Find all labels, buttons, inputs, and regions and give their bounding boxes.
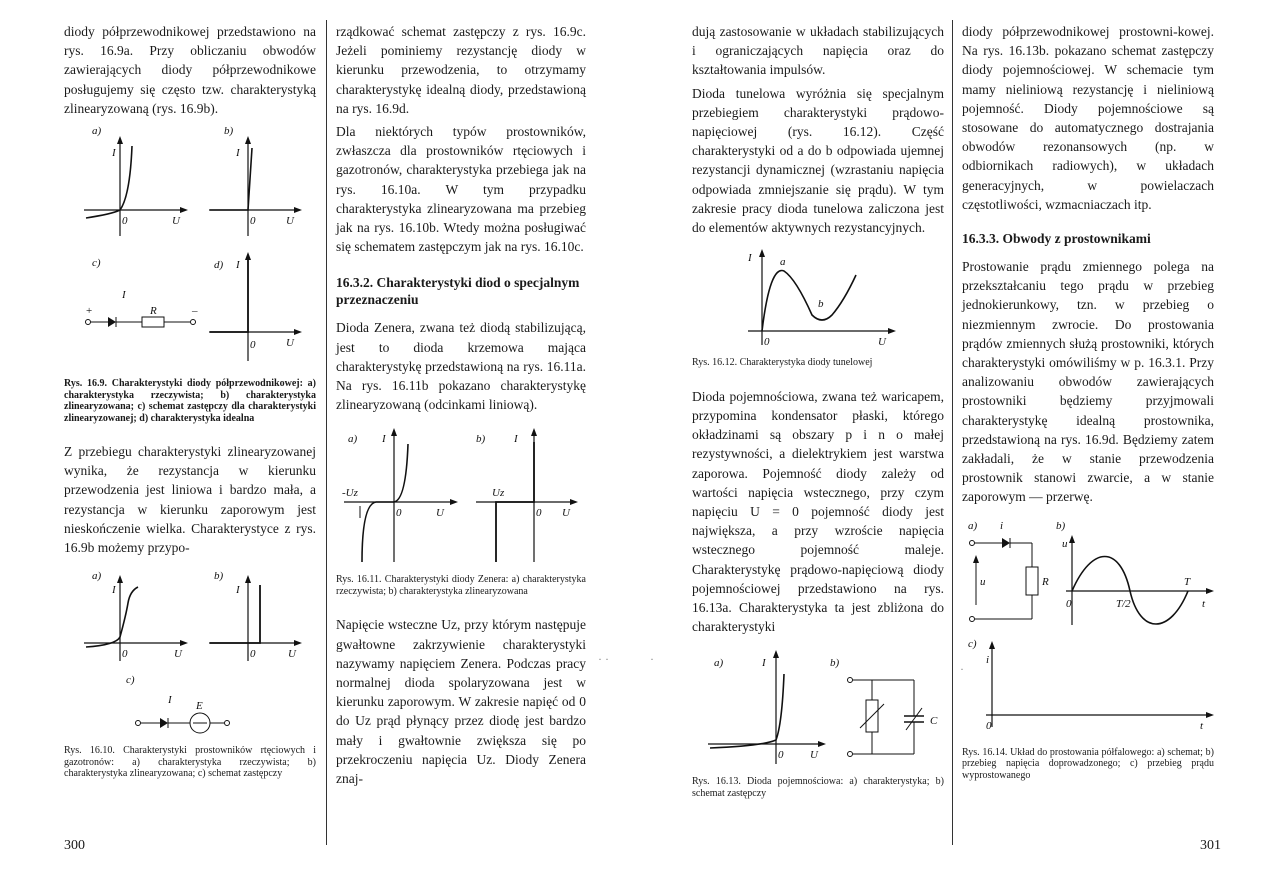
fig14-resistor-label: R — [1042, 575, 1049, 588]
fig10-caption: Rys. 16.10. Charakterystyki prostowników rtęciowych i gazotronów: a) charakterystyka rzeczywista; b) charakterystyka zlinearyzowana; c) schemat zastępczy — [64, 745, 316, 780]
fig14-axis-i: i — [986, 653, 990, 666]
fig13-caption: Rys. 16.13. Dioda pojemnościowa: a) charakterystyka; b) schemat zastępczy — [692, 776, 944, 799]
fig12-axis-u: U — [878, 336, 886, 349]
fig11-axis-i-b: I — [514, 433, 518, 446]
column-3 — [692, 22, 944, 803]
fig9-origin-d: 0 — [250, 339, 256, 352]
fig11-origin-b: 0 — [536, 507, 542, 520]
fig11-axis-i-a: I — [382, 433, 386, 446]
col3-paragraph-3: Dioda pojemnościowa, zwana też waricapem, przypomina kondensator płaski, którego okładzinami są obszary p i n o małej rezystywności, a dielektrykiem jest warstwa zaporowa. Pojemność diody zależy od wartości napięcia wstecznego, przy czym napięciu U = 0 pojemność diody jest największa, a przy wzroście napięcia wstecznego pojemność maleje. Charakterystykę prądowo-napięciową diody pojemnościowej przedstawiono na rys. 16.13a. Charakterystyka ta jest zbliżona do charakterystyki — [692, 388, 944, 635]
fig9-axis-i-a: I — [112, 147, 116, 160]
fig11-caption: Rys. 16.11. Charakterystyki diody Zenera: a) charakterystyka rzeczywista; b) charakterystyka zlinearyzowana — [336, 574, 586, 597]
fig9-axis-i-d: I — [236, 259, 240, 272]
fig10-origin-b: 0 — [250, 648, 256, 661]
fig14-label-c: c) — [968, 637, 977, 650]
col3-paragraph-2: Dioda tunelowa wyróżnia się specjalnym przebiegiem charakterystyki prądowo-napięciowej (rys. 16.12). Część charakterystyki od a do b odpowiada ujemnej rezystancji dynamicznej (wzrastaniu napięcia odpowiada zmniejszanie się prądu). W tym zakresie pracy dioda tunelowa zaliczona jest do elementów aktywnych rezystancyjnych. — [692, 85, 944, 236]
section-heading-16-3-3: 16.3.3. Obwody z prostownikami — [962, 231, 1151, 247]
col1-paragraph-1: diody półprzewodnikowej przedstawiono na rys. 16.9a. Przy obliczaniu obwodów zawierających diody półprzewodnikowe posługujemy się często tzw. charakterystyką zlinearyzowaną (rys. 16.9b). — [64, 24, 316, 116]
fig14-half-period: T/2 — [1116, 597, 1131, 610]
fig11-axis-u-a: U — [436, 507, 444, 520]
fig13-origin: 0 — [778, 749, 784, 762]
stray-mark-1: · · — [598, 652, 609, 666]
fig11-axis-u-b: U — [562, 507, 570, 520]
column-2 — [336, 22, 586, 792]
fig9-current-c: I — [122, 289, 126, 302]
fig10-current-c: I — [168, 694, 172, 707]
fig11-uz: Uz — [492, 487, 505, 500]
col2-paragraph-3: Dioda Zenera, zwana też diodą stabilizującą, jest to dioda krzemowa mająca charakterystykę przedstawioną na rys. 16.11a. Na rys. 16.11b pokazano charakterystykę zlinearyzowaną (odcinkami liniową). — [336, 320, 586, 413]
fig10-label-a: a) — [92, 570, 102, 583]
col1-paragraph-2: Z przebiegu charakterystyki zlinearyzowanej wynika, że rezystancja w kierunku przewodzenia jest liniowa i bardzo mała, a rezystancja w kierunku zaporowym jest nieskończenie wielka. Charakterystyce z rys. 16.9b możemy przypo- — [64, 444, 316, 556]
column-1 — [64, 22, 316, 784]
fig13-axis-u: U — [810, 749, 818, 762]
fig11-neg-uz: -Uz — [342, 487, 358, 500]
fig9-label-b: b) — [224, 126, 234, 138]
fig10-label-b: b) — [214, 570, 224, 583]
column-4 — [962, 22, 1214, 785]
fig14-voltage-a: u — [980, 575, 986, 588]
fig12-point-b: b — [818, 298, 824, 311]
fig9-origin-b: 0 — [250, 215, 256, 228]
fig9-minus: – — [192, 305, 198, 318]
figure-16-14 — [962, 515, 1214, 745]
column-rule-right — [952, 20, 953, 845]
fig11-origin-a: 0 — [396, 507, 402, 520]
fig10-origin-a: 0 — [122, 648, 128, 661]
fig9-axis-i-b: I — [236, 147, 240, 160]
col4-paragraph-1: diody półprzewodnikowej prostowni-kowej. Na rys. 16.13b. pokazano schemat zastępczy diody pojemnościowej. W schemacie tym mamy nieliniową rezystancję i nieliniową pojemność. Diody pojemnościowe są stosowane do automatycznego dostrajania obwodów rezonansowych (np. w odbiornikach radiowych), w układach generacyjnych, w powielaczach częstotliwości, wzmacniaczach itp. — [962, 24, 1214, 212]
fig10-label-c: c) — [126, 674, 135, 687]
fig10-axis-u-b: U — [288, 648, 296, 661]
fig14-label-b: b) — [1056, 519, 1066, 532]
fig14-axis-u: u — [1062, 537, 1068, 550]
fig13-capacitor-label: C — [930, 715, 938, 728]
col4-paragraph-2: Prostowanie prądu zmiennego polega na przekształcaniu tego prądu w przebieg jednokierunkowy, tzn. w przebieg o niezmiennym zwrocie. Do prostowania prądów zmiennych służą prostowniki, których charakterystyki omówiliśmy w p. 16.3.1. Przy analizowaniu obwodów zawierających prostowniki będziemy przyjmowali charakterystykę idealną prostownika, przedstawioną na rys. 16.9d. Będziemy zatem zakładali, że w stanie przewodzenia prostownik stanowi zwarcie, a w stanie zaporowym — przerwę. — [962, 259, 1214, 505]
page-number-left: 300 — [64, 838, 85, 853]
stray-mark-2: · — [650, 652, 654, 666]
col2-paragraph-1: rządkować schemat zastępczy z rys. 16.9c. Jeżeli pominiemy rezystancję diody w kierunku przewodzenia, to otrzymamy charakterystykę idealną diody, przedstawioną na rys. 16.9d. — [336, 24, 586, 116]
fig13-label-a: a) — [714, 657, 724, 670]
fig11-label-a: a) — [348, 433, 358, 446]
fig14-current-label: i — [1000, 519, 1004, 532]
fig10-axis-u-a: U — [174, 648, 182, 661]
fig12-axis-i: I — [748, 252, 752, 265]
fig9-origin-a: 0 — [122, 215, 128, 228]
fig14-period: T — [1184, 575, 1191, 588]
fig9-label-a: a) — [92, 126, 102, 138]
stray-mark-3: · — [960, 662, 964, 676]
fig12-origin: 0 — [764, 336, 770, 349]
section-heading-16-3-2: 16.3.2. Charakterystyki diod o specjalnym przeznaczeniu — [336, 275, 580, 308]
fig11-label-b: b) — [476, 433, 486, 446]
col2-paragraph-2: Dla niektórych typów prostowników, zwłaszcza dla prostowników rtęciowych i gazotronów, charakterystyka przebiega jak na rys. 16.10a. W tym przypadku charakterystyka zlinearyzowana ma przebieg jak na rys. 16.10b. Wtedy można posługiwać się schematem zastępczym jak na rys. 16.10c. — [336, 124, 586, 255]
fig10-source-label: E — [196, 700, 203, 713]
fig14-time-b: t — [1202, 597, 1206, 610]
column-rule-left — [326, 20, 327, 845]
fig9-caption: Rys. 16.9. Charakterystyki diody półprzewodnikowej: a) charakterystyka rzeczywista; b) charakterystyka zlinearyzowana; c) schemat zastępczy dla charakterystyki zlinearyzowanej; d) charakterystyka idealna — [64, 378, 316, 424]
fig14-time-c: t — [1200, 719, 1204, 732]
col3-paragraph-1: dują zastosowanie w układach stabilizujących i ograniczających napięcia oraz do kształtowania impulsów. — [692, 24, 944, 78]
fig14-origin-c: 0 — [986, 719, 992, 732]
fig14-label-a: a) — [968, 519, 978, 532]
figure-16-9 — [64, 126, 316, 376]
fig9-axis-u-b: U — [286, 215, 294, 228]
page-number-right: 301 — [1200, 838, 1221, 853]
fig12-point-a: a — [780, 256, 786, 269]
fig10-axis-i-a: I — [112, 584, 116, 597]
fig9-resistor-label: R — [150, 305, 157, 318]
fig13-axis-i: I — [762, 657, 766, 670]
fig9-label-c: c) — [92, 257, 101, 270]
fig10-axis-i-b: I — [236, 584, 240, 597]
fig12-caption: Rys. 16.12. Charakterystyka diody tunelowej — [692, 357, 873, 369]
fig9-axis-u-d: U — [286, 337, 294, 350]
fig14-origin-b: 0 — [1066, 597, 1072, 610]
fig14-caption: Rys. 16.14. Układ do prostowania półfalowego: a) schemat; b) przebieg napięcia doprowadzonego; c) przebieg prądu wyprostowanego — [962, 746, 1214, 781]
fig9-plus: + — [86, 305, 93, 318]
figure-16-10 — [64, 565, 316, 743]
fig13-label-b: b) — [830, 657, 840, 670]
figure-16-12 — [692, 245, 944, 355]
col2-paragraph-4: Napięcie wsteczne Uz, przy którym następuje gwałtowne zakrzywienie charakterystyki nazywamy napięciem Zenera. Podczas pracy normalnej dioda spolaryzowana jest w kierunku zaporowym. W zakresie napięć od 0 do Uz prąd płynący przez diodę jest bardzo mały i gwałtownie zwiększa się po przekroczeniu napięcia Uz. Diody Zenera znaj- — [336, 617, 586, 787]
fig9-axis-u-a: U — [172, 215, 180, 228]
figure-16-11 — [336, 422, 586, 572]
fig9-label-d: d) — [214, 259, 224, 272]
figure-16-13 — [692, 644, 944, 774]
